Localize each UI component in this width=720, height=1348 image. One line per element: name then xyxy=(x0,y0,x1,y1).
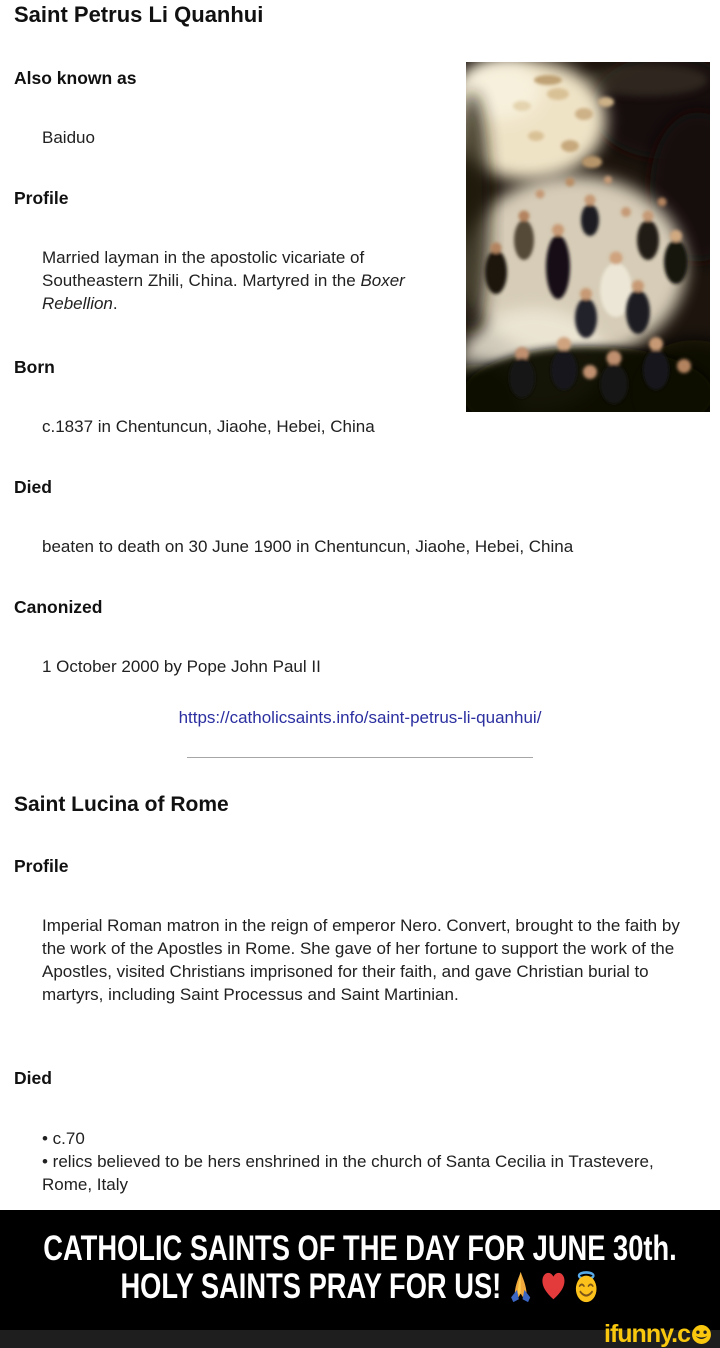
profile-text-part1: Married layman in the apostolic vicariate of Southeastern Zhili, China. Martyred in the xyxy=(42,248,365,290)
profile-text-italic: Boxer Rebellion xyxy=(42,271,405,313)
born-heading: Born xyxy=(14,357,55,377)
section-divider xyxy=(187,757,533,758)
died-list-item: • c.70 xyxy=(42,1129,85,1148)
caption-line-2 xyxy=(79,1268,641,1306)
caption-text-2: HOLY SAINTS PRAY FOR US! xyxy=(120,1267,502,1306)
saint2-died-heading: Died xyxy=(14,1068,52,1088)
caption-line-1 xyxy=(43,1229,677,1268)
saint2-profile-text: Imperial Roman matron in the reign of emperor Nero. Convert, brought to the faith by the work of the Apostles in Rome. She gave of her fortune to support the work of the Apostles, visited Christians imprisoned for their faith, and gave Christian burial to martyrs, including Saint Processus and Saint Martinian. xyxy=(42,916,680,1004)
ifunny-watermark xyxy=(604,1322,712,1347)
source-link[interactable]: https://catholicsaints.info/saint-petrus-li-quanhui/ xyxy=(178,708,542,727)
red-heart-emoji xyxy=(540,1270,567,1304)
saint2-profile-heading: Profile xyxy=(14,856,69,876)
martyrs-painting xyxy=(466,62,710,412)
aka-heading: Also known as xyxy=(14,68,137,88)
profile-text-part2: . xyxy=(112,294,118,313)
canonized-value: 1 October 2000 by Pope John Paul II xyxy=(42,657,321,676)
saint1-profile-text xyxy=(42,246,466,315)
saint2-title: Saint Lucina of Rome xyxy=(14,793,229,816)
ifunny-smiley-icon xyxy=(691,1324,712,1345)
caption-bar xyxy=(0,1210,720,1330)
saint1-died-heading: Died xyxy=(14,477,52,497)
born-value: c.1837 in Chentuncun, Jiaohe, Hebei, China xyxy=(42,417,375,436)
died-list-item: • relics believed to be hers enshrined in the church of Santa Cecilia in Trastevere, Rome, Italy xyxy=(42,1152,654,1194)
saint1-profile-heading: Profile xyxy=(14,188,69,208)
saint1-died-value: beaten to death on 30 June 1900 in Chentuncun, Jiaohe, Hebei, China xyxy=(42,537,574,556)
canonized-heading: Canonized xyxy=(14,597,103,617)
folded-hands-emoji xyxy=(507,1270,534,1304)
ifunny-text: ifunny.c xyxy=(604,1320,690,1348)
saint1-title: Saint Petrus Li Quanhui xyxy=(14,2,264,27)
smiling-face-with-halo-emoji xyxy=(573,1270,600,1304)
saint2-died-list xyxy=(42,1127,702,1196)
caption-text-1: CATHOLIC SAINTS OF THE DAY FOR JUNE 30th. xyxy=(43,1229,677,1268)
aka-value: Baiduo xyxy=(42,128,95,147)
